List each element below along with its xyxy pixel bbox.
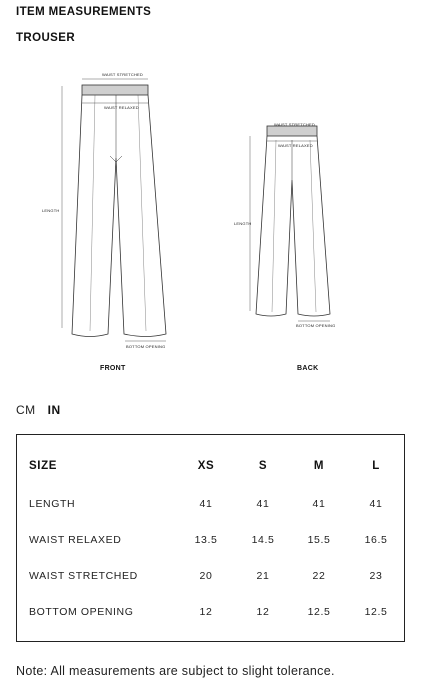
back-label: BACK bbox=[297, 365, 319, 372]
trouser-sketch bbox=[20, 56, 408, 388]
table-header-row bbox=[17, 456, 404, 476]
cell-value: 16.5 bbox=[364, 534, 388, 546]
header-s: S bbox=[258, 460, 268, 472]
back-waist-stretched-label: WAIST STRETCHED bbox=[274, 122, 316, 127]
row-label: WAIST STRETCHED bbox=[29, 570, 138, 582]
table-row bbox=[17, 566, 404, 586]
cell-value: 22 bbox=[312, 570, 326, 582]
front-length-label: LENGTH bbox=[42, 208, 60, 213]
front-bottom-opening-label: BOTTOM OPENING bbox=[126, 344, 166, 349]
front-waist-stretched-label: WAIST STRETCHED bbox=[102, 72, 144, 77]
cell-value: 12 bbox=[256, 606, 270, 618]
back-length-label: LENGTH bbox=[234, 221, 252, 226]
tolerance-note: Note: All measurements are subject to slight tolerance. bbox=[16, 664, 335, 678]
cell-value: 15.5 bbox=[307, 534, 331, 546]
unit-in-button[interactable]: IN bbox=[47, 403, 61, 417]
cell-value: 14.5 bbox=[251, 534, 275, 546]
cell-value: 20 bbox=[199, 570, 213, 582]
cell-value: 41 bbox=[199, 498, 213, 510]
product-type: TROUSER bbox=[16, 32, 76, 44]
back-trouser-outline bbox=[256, 136, 330, 316]
cell-value: 41 bbox=[312, 498, 326, 510]
unit-toggle bbox=[16, 403, 61, 417]
trouser-diagram bbox=[20, 56, 408, 388]
row-label: BOTTOM OPENING bbox=[29, 606, 134, 618]
cell-value: 41 bbox=[369, 498, 383, 510]
page-title: ITEM MEASUREMENTS bbox=[16, 6, 152, 18]
front-waistband bbox=[82, 85, 148, 95]
cell-value: 21 bbox=[256, 570, 270, 582]
row-label: LENGTH bbox=[29, 498, 76, 510]
table-row bbox=[17, 530, 404, 550]
row-label: WAIST RELAXED bbox=[29, 534, 122, 546]
unit-cm-button[interactable]: CM bbox=[16, 403, 36, 417]
front-trouser-outline bbox=[72, 95, 166, 337]
cell-value: 13.5 bbox=[194, 534, 218, 546]
cell-value: 41 bbox=[256, 498, 270, 510]
cell-value: 23 bbox=[369, 570, 383, 582]
back-waist-relaxed-label: WAIST RELAXED bbox=[278, 143, 313, 148]
cell-value: 12.5 bbox=[307, 606, 331, 618]
back-waistband bbox=[267, 126, 317, 136]
back-bottom-opening-label: BOTTOM OPENING bbox=[296, 323, 336, 328]
front-label: FRONT bbox=[100, 365, 126, 372]
header-l: L bbox=[372, 460, 380, 472]
cell-value: 12.5 bbox=[364, 606, 388, 618]
cell-value: 12 bbox=[199, 606, 213, 618]
size-table bbox=[16, 434, 405, 642]
header-size: SIZE bbox=[29, 460, 57, 472]
table-row bbox=[17, 602, 404, 622]
front-waist-relaxed-label: WAIST RELAXED bbox=[104, 105, 139, 110]
table-row bbox=[17, 494, 404, 514]
header-m: M bbox=[313, 460, 325, 472]
header-xs: XS bbox=[197, 460, 215, 472]
